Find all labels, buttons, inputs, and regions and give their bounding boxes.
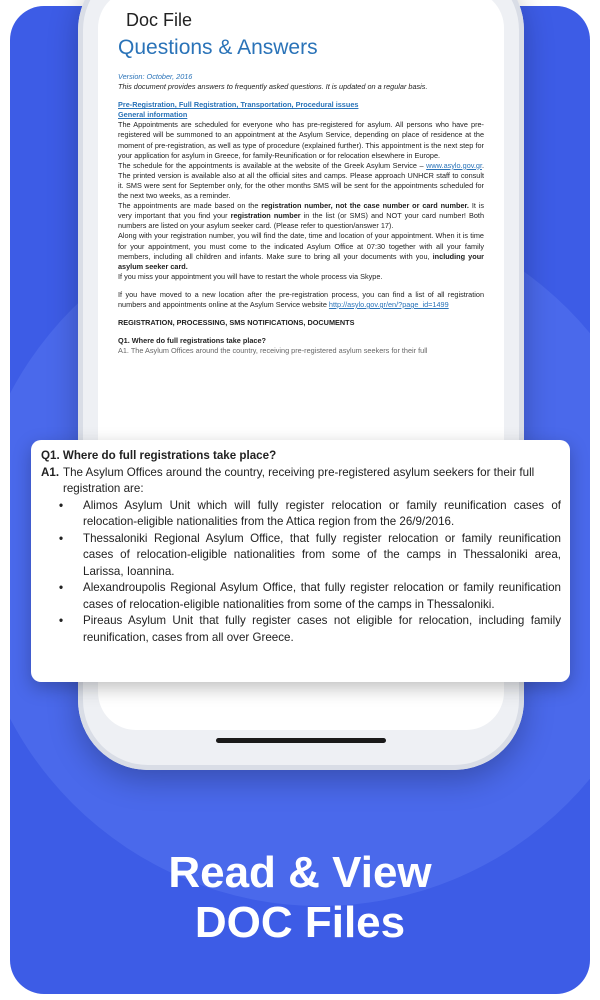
zoomed-answer-card [31, 440, 570, 682]
headline-line-2: DOC Files [194, 898, 406, 947]
paragraph-moved: If you have moved to a new location after the pre-registration process, you can find a list of all registration numbers and appointments online at the Asylum Service website http://asylo.gov.gr/en/?page_id=1499 [118, 289, 484, 309]
subsection-link[interactable]: General information [118, 110, 188, 120]
answer-label: A1. [41, 465, 60, 479]
appointments-link[interactable]: http://asylo.gov.gr/en/?page_id=1499 [328, 299, 449, 309]
zoom-answer [41, 465, 561, 498]
home-indicator [216, 738, 386, 743]
bullet-item: • Pireaus Asylum Unit that fully register cases not eligible for relocation, including family reunification, cases from all over Greece. [83, 613, 561, 646]
answer-text: The Asylum Offices around the country, receiving pre-registered asylum seekers for their full registration are: [63, 465, 535, 495]
paragraph-registration-number: The appointments are made based on the registration number, not the case number or card number. It is very important that you find your registration number in the list (or SMS) and NOT your card number! Both numbers are listed on your asylum seeker card. (Please refer to question/answer 17). [118, 201, 485, 231]
answer-bullet-list [41, 498, 561, 647]
bullet-item: • Alexandroupolis Regional Asylum Office, that fully register relocation or family reunification cases of relocation-eligible nationalities from some of the camps in Thessaloniki. [83, 580, 561, 613]
headline-line-1: Read & View [168, 848, 432, 897]
promo-headline [10, 848, 590, 948]
question-small: Q1. Where do full registrations take place? [118, 336, 267, 346]
bullet-item: • Thessaloniki Regional Asylum Office, that fully register relocation or family reunification cases of relocation-eligible nationalities from some of the camps in Thessaloniki area, Larissa, Ioannina. [83, 531, 561, 581]
document-intro: This document provides answers to frequently asked questions. It is updated on a regular basis. [118, 82, 428, 92]
paragraph-appointments: The Appointments are scheduled for everyone who has pre-registered for asylum. All persons who have pre-registered will be summoned to an appointment at the Asylum Service, depending on place of residence at the moment of pre-registration, as well as type of procedure (explained further). This appointment is the next step for your application for asylum in Greece, for family-Reunification or for relocation elsewhere in Europe. [118, 120, 484, 160]
answer-small-cut: A1. The Asylum Offices around the country, receiving pre-registered asylum seekers for their full [118, 346, 428, 356]
asylum-website-link[interactable]: www.asylo.gov.gr [426, 160, 482, 170]
zoom-question: Q1. Where do full registrations take place? [41, 449, 277, 462]
document-body[interactable] [118, 72, 484, 356]
document-version: Version: October, 2016 [118, 72, 193, 81]
screen-title: Doc File [126, 10, 193, 30]
bullet-item: • Alimos Asylum Unit which will fully register relocation or family reunification cases of relocation-eligible nationalities from the Attica region from the 26/9/2016. [83, 498, 561, 531]
paragraph-skype: If you miss your appointment you will have to restart the whole process via Skype. [118, 271, 383, 281]
section-heading-registration: REGISTRATION, PROCESSING, SMS NOTIFICATIONS, DOCUMENTS [118, 318, 355, 328]
document-title: Questions & Answers [118, 36, 318, 59]
paragraph-schedule: The schedule for the appointments is available at the website of the Greek Asylum Service – www.asylo.gov.gr. The printed version is available also at all the official sites and camps. Please approach UNHCR staff to consult it. SMS were sent for September only, for the other months SMS will be sent for the appointments scheduled for the next two weeks, as a reminder. [118, 160, 485, 201]
paragraph-documents: Along with your registration number, you will find the date, time and location of your appointment. When it is time for your appointment, you must come to the indicated Asylum Office at 07:30 together with all your family members, including all children and infants. Make sure to bring all your documents with you, including your asylum seeker card. [118, 231, 484, 271]
section-link[interactable]: Pre-Registration, Full Registration, Transportation, Procedural issues [118, 100, 359, 110]
